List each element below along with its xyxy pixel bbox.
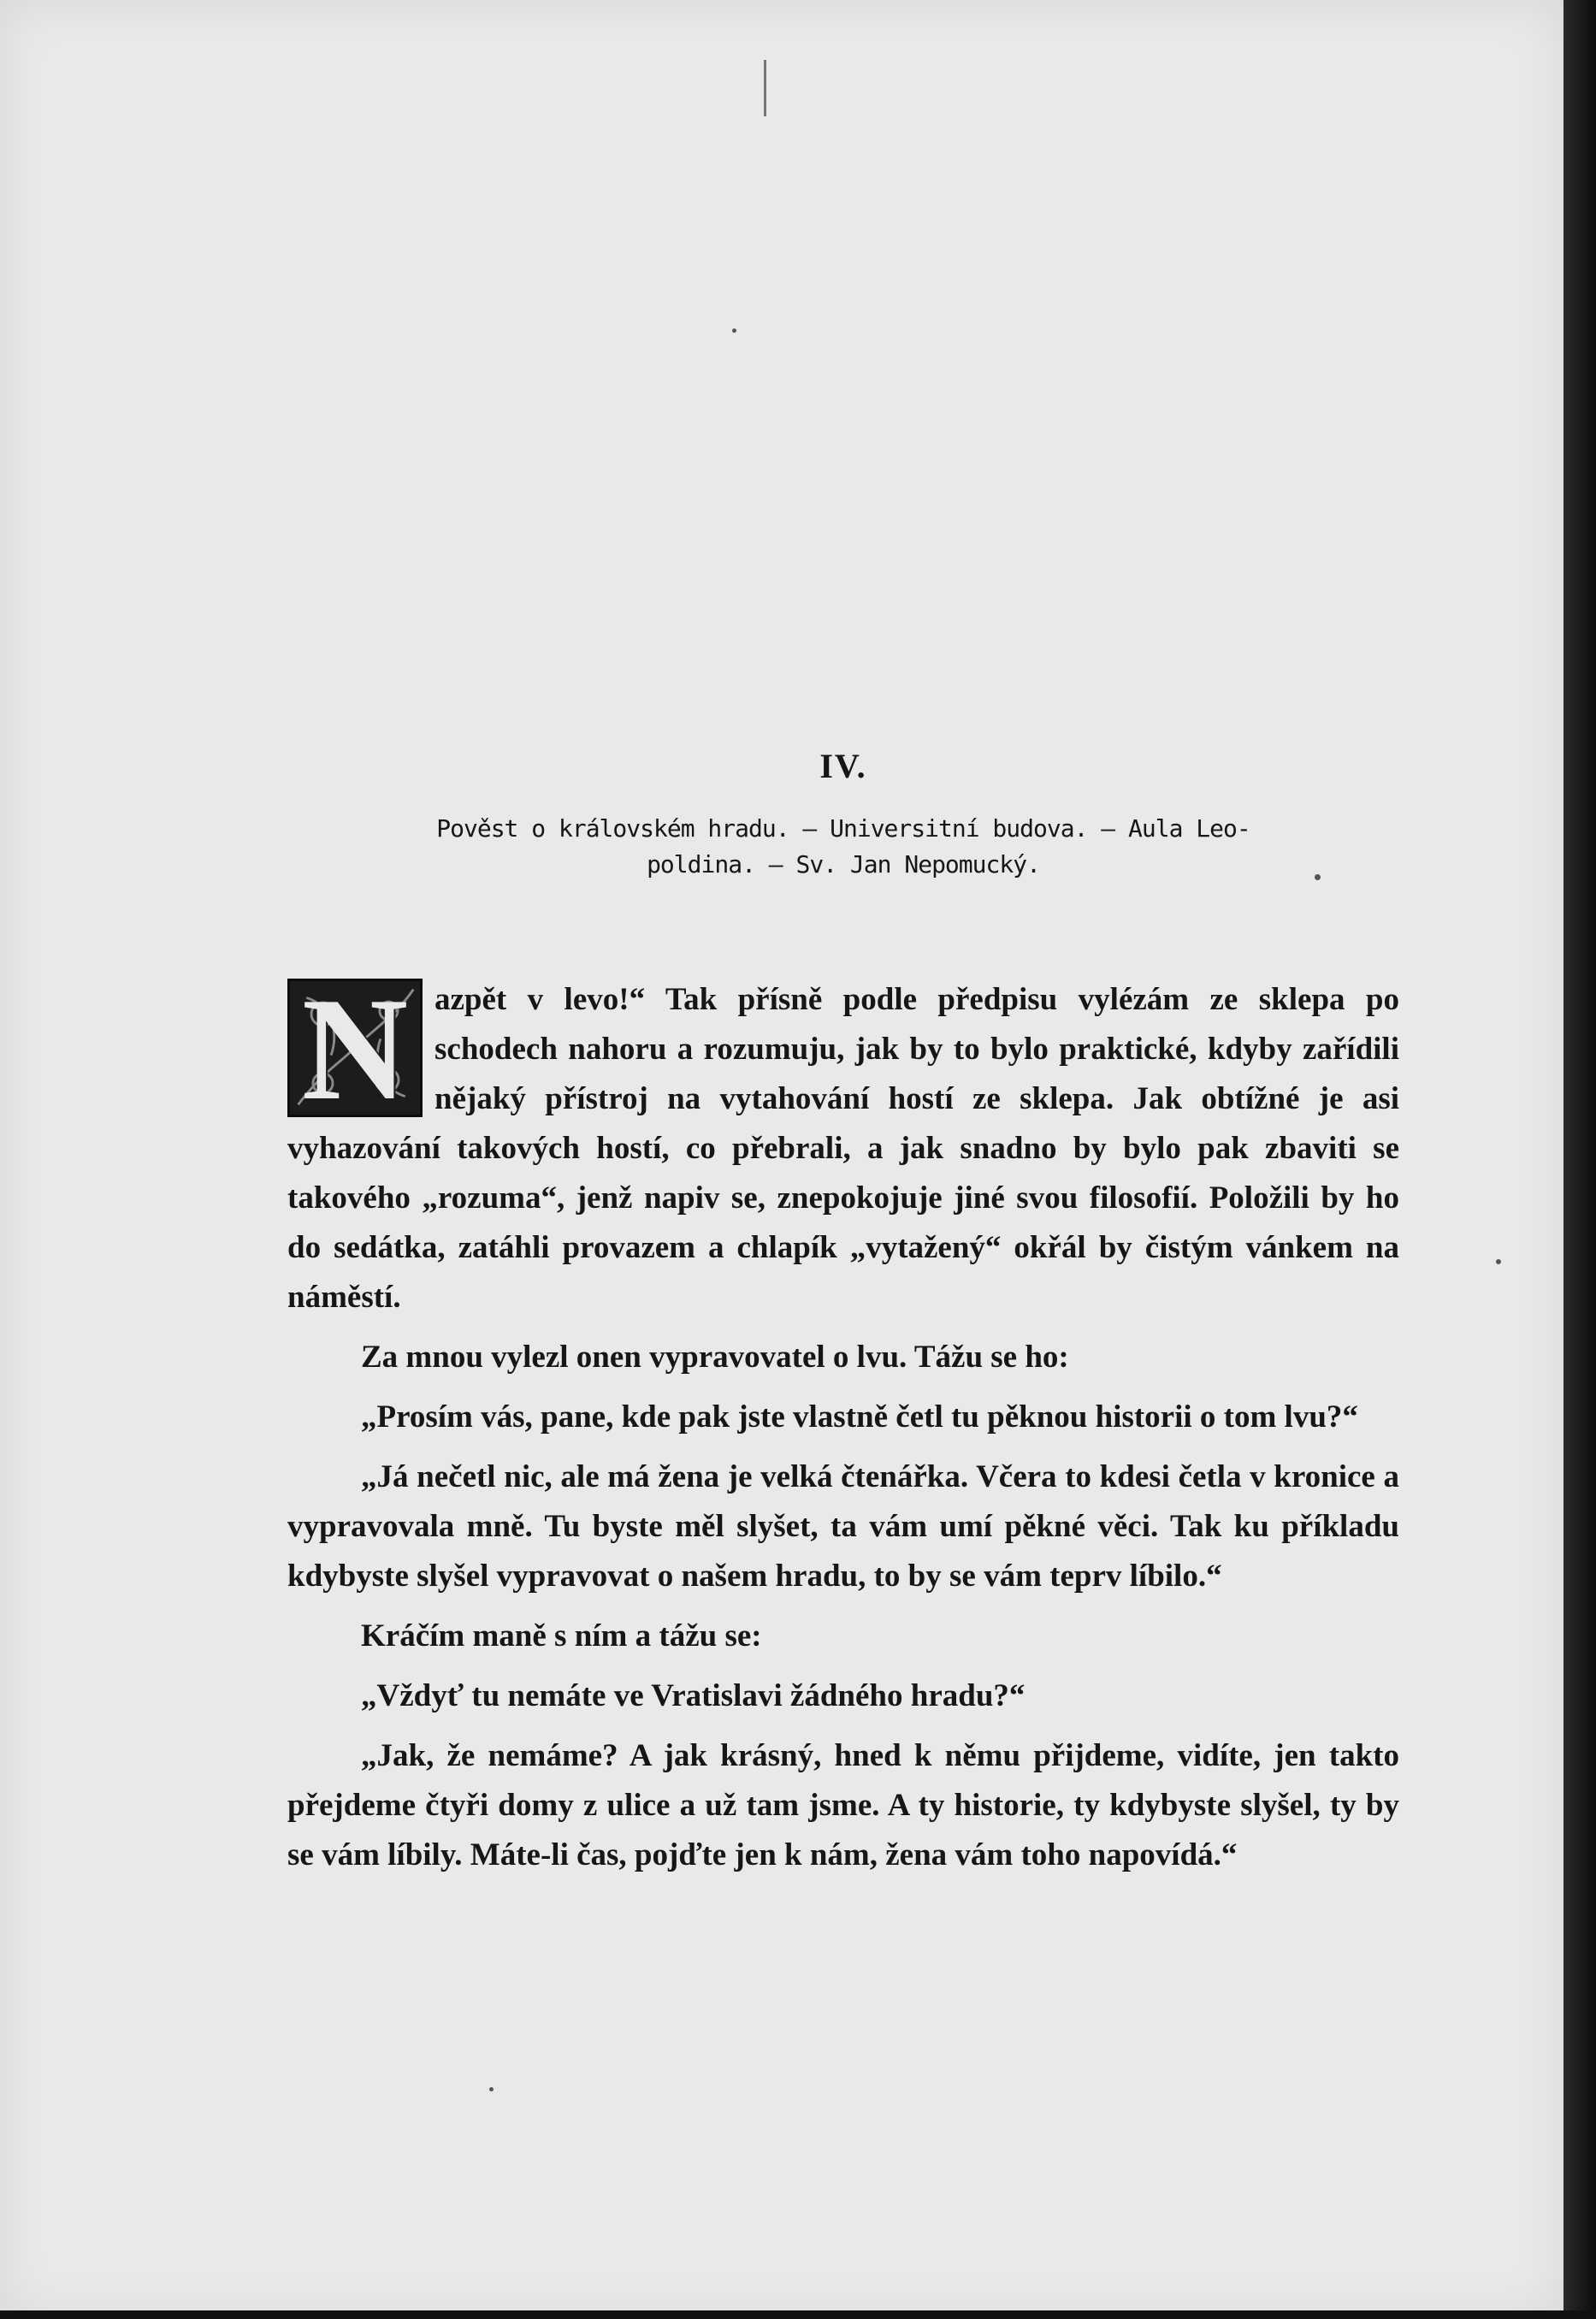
chapter-subtitle: [287, 811, 1399, 883]
paragraph-1: [287, 975, 1399, 1322]
page-bottom-edge: [0, 2310, 1596, 2319]
page-edge-shadow: [1563, 0, 1596, 2319]
subtitle-line-1: Pověst o královském hradu. — Universitní budova. — Aula Leo-: [436, 814, 1250, 843]
paragraph-3: „Prosím vás, pane, kde pak jste vlastně četl tu pěknou historii o tom lvu?“: [361, 1399, 1358, 1435]
speck: [489, 2087, 494, 2091]
subtitle-line-2: poldina. — Sv. Jan Nepomucký.: [647, 850, 1040, 878]
paragraph-6: „Vždyť tu nemáte ve Vratislavi žádného hradu?“: [361, 1678, 1026, 1713]
speck: [1496, 1259, 1501, 1264]
paragraph-2: Za mnou vylezl onen vypravovatel o lvu. Tážu se ho:: [361, 1340, 1069, 1375]
paragraph-7: „Jak, že nemáme? A jak krásný, hned k němu přijdeme, vidíte, jen takto přejdeme čtyři domy z ulice a už tam jsme. A ty historie, ty kdybyste slyšel, ty by se vám líbily. Máte-li čas, pojďte jen k nám, žena vám toho napovídá.“: [287, 1738, 1399, 1872]
paragraph-5: Kráčím maně s ním a tážu se:: [361, 1618, 762, 1653]
ornamental-initial: [287, 979, 423, 1117]
speck: [732, 328, 736, 333]
paragraph-4: „Já nečetl nic, ale má žena je velká čtenářka. Včera to kdesi četla v kronice a vypravovala mně. Tu byste měl slyšet, ta vám umí pěkné věci. Tak ku příkladu kdybyste slyšel vypravovat o našem hradu, to by se vám teprv líbilo.“: [287, 1459, 1399, 1594]
chapter-body: [287, 975, 1399, 1890]
paragraph-text: azpět v levo!“ Tak přísně podle předpisu vylézám ze sklepa po schodech nahoru a rozumuju, jak by to bylo praktické, kdyby zařídili nějaký přístroj na vytahování hostí ze sklepa. Jak obtížné je asi vyhazování takových hostí, co přebrali, a jak snadno by bylo pak zbaviti se takového „rozuma“, jenž napiv se, znepokojuje jiné svou filosofií. Položili by ho do sedátka, zatáhli provazem a chlapík „vytažený“ okřál by čistým vánkem na náměstí.: [287, 982, 1399, 1315]
print-mark: [764, 60, 766, 116]
initial-letter: N: [301, 979, 409, 1117]
chapter-number: IV.: [819, 747, 867, 785]
